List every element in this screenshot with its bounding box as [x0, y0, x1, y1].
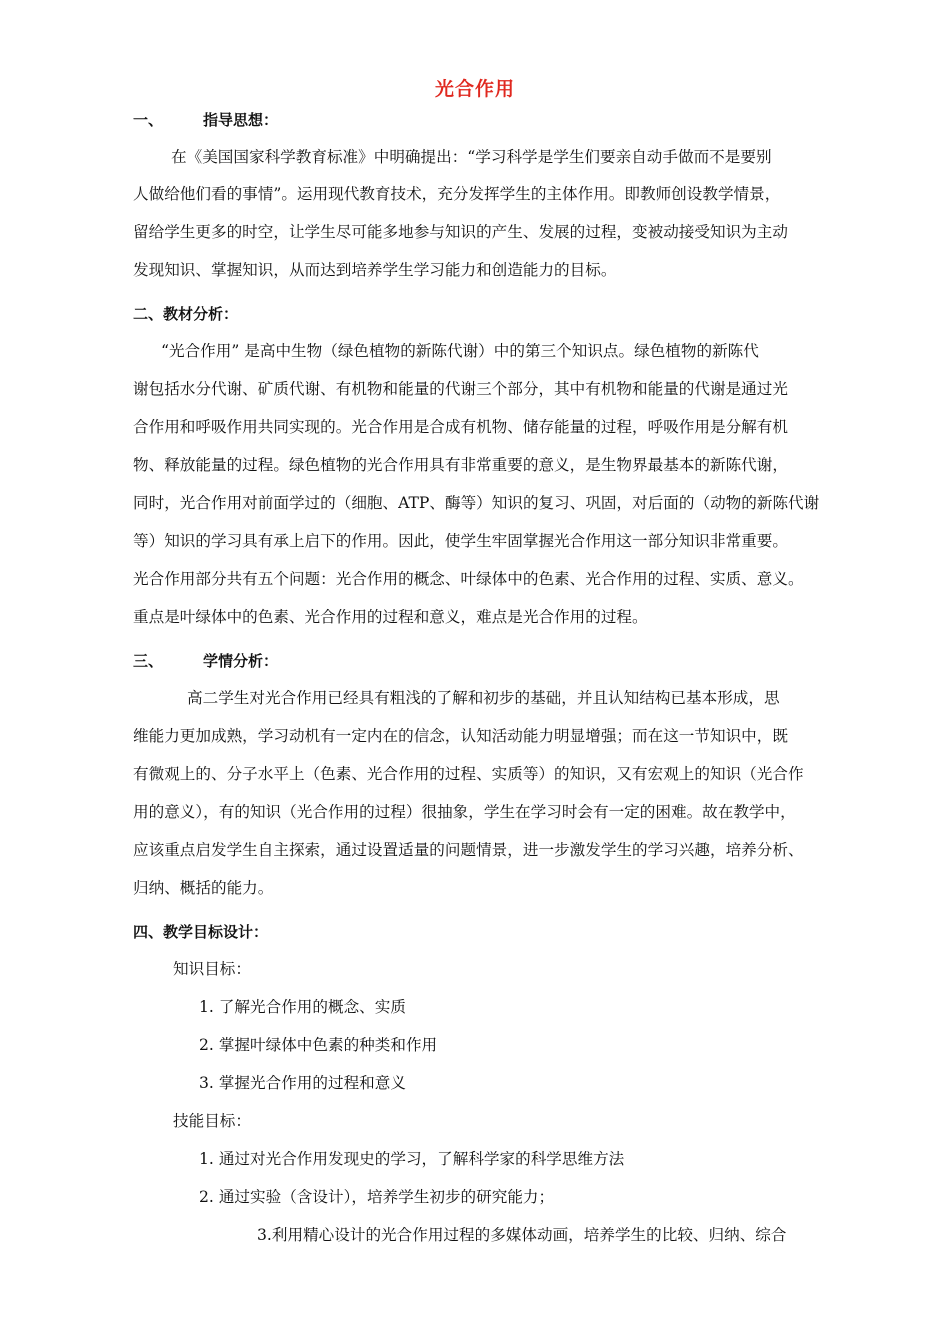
paragraph-line: 等）知识的学习具有承上启下的作用。因此，使学生牢固掌握光合作用这一部分知识非常重要。	[133, 532, 788, 550]
section-title: 指导思想：	[203, 111, 279, 129]
knowledge-goals-label: 知识目标：	[173, 960, 251, 978]
section-number: 四、	[133, 923, 164, 941]
goal-item: 3. 掌握光合作用的过程和意义	[199, 1074, 406, 1092]
goal-item: 2. 通过实验（含设计），培养学生初步的研究能力；	[199, 1188, 555, 1206]
section-title: 教材分析：	[163, 305, 239, 323]
section-number: 三、	[133, 652, 164, 670]
skill-goals-label: 技能目标：	[173, 1112, 251, 1130]
paragraph-line: 留给学生更多的时空，让学生尽可能多地参与知识的产生、发展的过程，变被动接受知识为主动	[133, 223, 788, 241]
section-heading-2	[133, 303, 238, 324]
paragraph-line: 谢包括水分代谢、矿质代谢、有机物和能量的代谢三个部分，其中有机物和能量的代谢是通过光	[133, 380, 788, 398]
paragraph-line: 归纳、概括的能力。	[133, 879, 274, 897]
paragraph-line: 物、释放能量的过程。绿色植物的光合作用具有非常重要的意义，是生物界最基本的新陈代谢，	[133, 456, 788, 474]
document-title: 光合作用	[434, 78, 515, 100]
goal-item: 2. 掌握叶绿体中色素的种类和作用	[199, 1036, 438, 1054]
section-number: 二、	[133, 305, 164, 323]
paragraph-line: 维能力更加成熟，学习动机有一定内在的信念，认知活动能力明显增强；而在这一节知识中，既	[133, 727, 788, 745]
paragraph-line: 用的意义），有的知识（光合作用的过程）很抽象，学生在学习时会有一定的困难。故在教学中，	[133, 803, 796, 821]
section-heading-4	[133, 921, 268, 942]
section-number: 一、	[133, 111, 164, 129]
goal-item: 1. 了解光合作用的概念、实质	[199, 998, 406, 1016]
goal-item: 3.利用精心设计的光合作用过程的多媒体动画，培养学生的比较、归纳、综合	[257, 1226, 787, 1244]
paragraph-line: 同时，光合作用对前面学过的（细胞、ATP、酶等）知识的复习、巩固，对后面的（动物的新陈代谢	[133, 494, 820, 512]
section-heading-3	[133, 650, 278, 671]
paragraph-line: 在《美国国家科学教育标准》中明确提出：“学习科学是学生们要亲自动手做而不是要别	[171, 148, 772, 166]
paragraph-line: “光合作用” 是高中生物（绿色植物的新陈代谢）中的第三个知识点。绿色植物的新陈代	[161, 342, 759, 360]
section-title: 学情分析：	[203, 652, 279, 670]
paragraph-line: 发现知识、掌握知识，从而达到培养学生学习能力和创造能力的目标。	[133, 261, 617, 279]
paragraph-line: 高二学生对光合作用已经具有粗浅的了解和初步的基础，并且认知结构已基本形成，思	[187, 689, 780, 707]
paragraph-line: 重点是叶绿体中的色素、光合作用的过程和意义，难点是光合作用的过程。	[133, 608, 648, 626]
paragraph-line: 有微观上的、分子水平上（色素、光合作用的过程、实质等）的知识，又有宏观上的知识（光合作	[133, 765, 804, 783]
section-heading-1	[133, 109, 278, 130]
section-title: 教学目标设计：	[163, 923, 269, 941]
paragraph-line: 合作用和呼吸作用共同实现的。光合作用是合成有机物、储存能量的过程，呼吸作用是分解有机	[133, 418, 788, 436]
paragraph-line: 人做给他们看的事情”。运用现代教育技术，充分发挥学生的主体作用。即教师创设教学情景，	[133, 185, 781, 203]
goal-item: 1. 通过对光合作用发现史的学习，了解科学家的科学思维方法	[199, 1150, 625, 1168]
paragraph-line: 应该重点启发学生自主探索，通过设置适量的问题情景，进一步激发学生的学习兴趣，培养分析、	[133, 841, 804, 859]
paragraph-line: 光合作用部分共有五个问题：光合作用的概念、叶绿体中的色素、光合作用的过程、实质、意义。	[133, 570, 804, 588]
